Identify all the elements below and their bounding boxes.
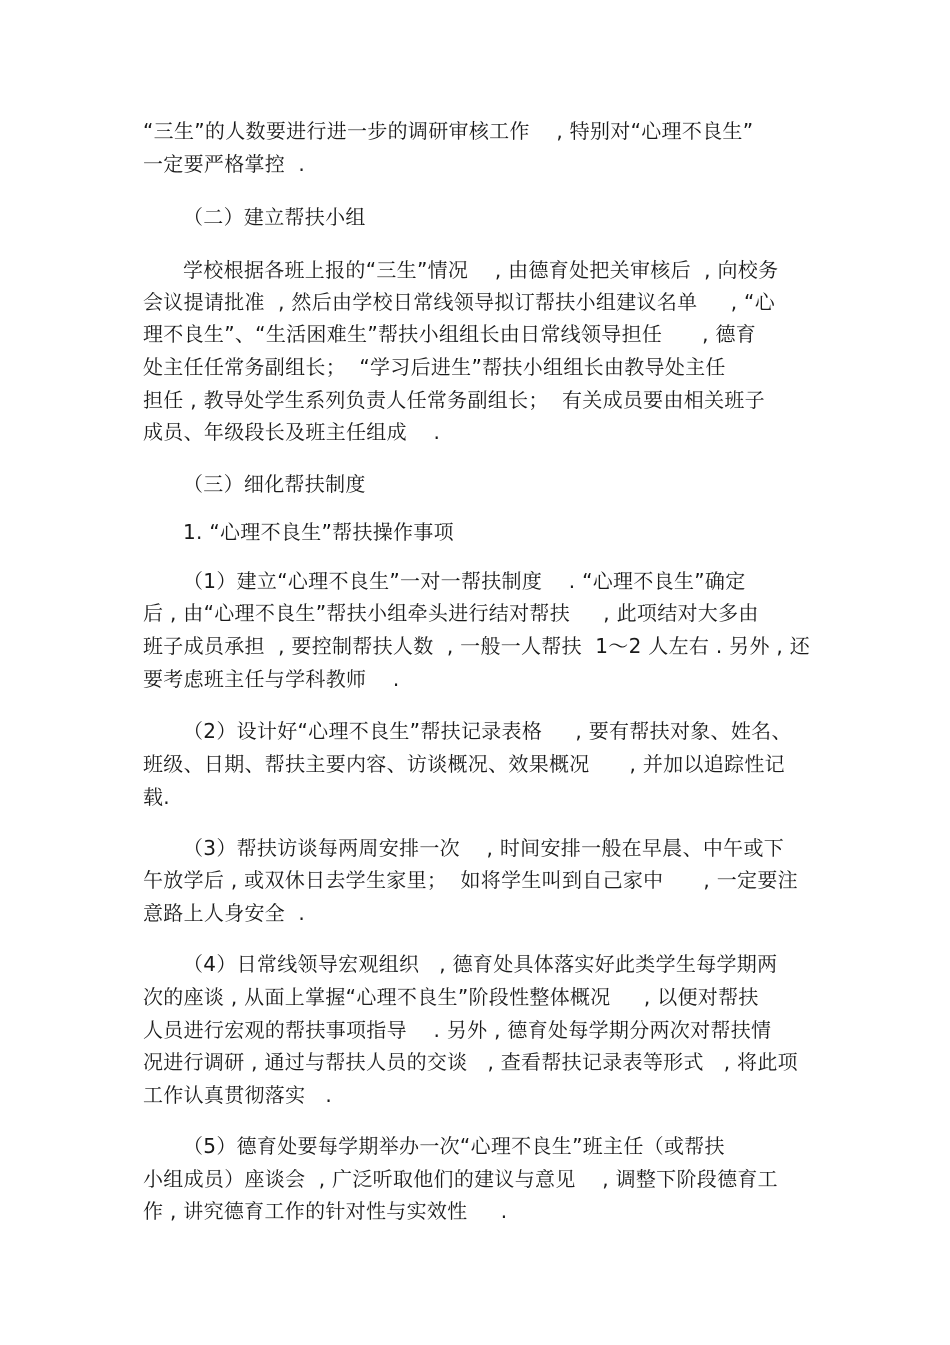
text-line: 会议提请批准 , 然后由学校日常线领导拟订帮扶小组建议名单 , “心	[143, 290, 775, 314]
text-line: （3）帮扶访谈每两周安排一次 , 时间安排一般在早晨、中午或下	[183, 836, 785, 860]
text-line: 要考虑班主任与学科教师 .	[143, 667, 400, 691]
text-line: 处主任任常务副组长； “学习后进生”帮扶小组组长由教导处主任	[143, 355, 726, 379]
text-line: 工作认真贯彻落实 .	[143, 1083, 333, 1107]
text-line: （2）设计好“心理不良生”帮扶记录表格 , 要有帮扶对象、姓名、	[183, 719, 792, 743]
text-line: 班级、日期、帮扶主要内容、访谈概况、效果概况 , 并加以追踪性记	[143, 752, 785, 776]
text-line: 担任 , 教导处学生系列负责人任常务副组长； 有关成员要由相关班子	[143, 388, 765, 412]
text-line: 次的座谈 , 从面上掌握“心理不良生”阶段性整体概况 , 以便对帮扶	[143, 985, 759, 1009]
text-line: 作 , 讲究德育工作的针对性与实效性 .	[143, 1199, 508, 1223]
text-line: 小组成员）座谈会 , 广泛听取他们的建议与意见 , 调整下阶段德育工	[143, 1167, 778, 1191]
text-line: （4）日常线领导宏观组织 , 德育处具体落实好此类学生每学期两	[183, 952, 778, 976]
text-line: 人员进行宏观的帮扶事项指导 . 另外 , 德育处每学期分两次对帮扶情	[143, 1018, 772, 1042]
text-line: 载.	[143, 785, 170, 809]
text-line: 理不良生”、“生活困难生”帮扶小组组长由日常线领导担任 , 德育	[143, 322, 757, 346]
text-line: “三生”的人数要进行进一步的调研审核工作 , 特别对“心理不良生”	[143, 119, 754, 143]
text-line: 后 , 由“心理不良生”帮扶小组牵头进行结对帮扶 , 此项结对大多由	[143, 601, 759, 625]
text-line: （1）建立“心理不良生”一对一帮扶制度 . “心理不良生”确定	[183, 569, 746, 593]
text-line: 班子成员承担 , 要控制帮扶人数 , 一般一人帮扶 1～2 人左右 . 另外 , 还	[143, 634, 811, 658]
text-line: 况进行调研 , 通过与帮扶人员的交谈 , 查看帮扶记录表等形式 , 将此项	[143, 1050, 798, 1074]
section-heading: （三）细化帮扶制度	[183, 472, 366, 496]
text-line: 学校根据各班上报的“三生”情况 , 由德育处把关审核后 , 向校务	[183, 258, 779, 282]
text-line: 一定要严格掌控 .	[143, 152, 306, 176]
text-line: 午放学后 , 或双休日去学生家里； 如将学生叫到自己家中 , 一定要注	[143, 868, 798, 892]
text-line: 成员、年级段长及班主任组成 .	[143, 420, 441, 444]
subsection-heading: 1. “心理不良生”帮扶操作事项	[183, 520, 454, 544]
section-heading: （二）建立帮扶小组	[183, 205, 366, 229]
text-line: 意路上人身安全 .	[143, 901, 306, 925]
text-line: （5）德育处要每学期举办一次“心理不良生”班主任（或帮扶	[183, 1134, 725, 1158]
